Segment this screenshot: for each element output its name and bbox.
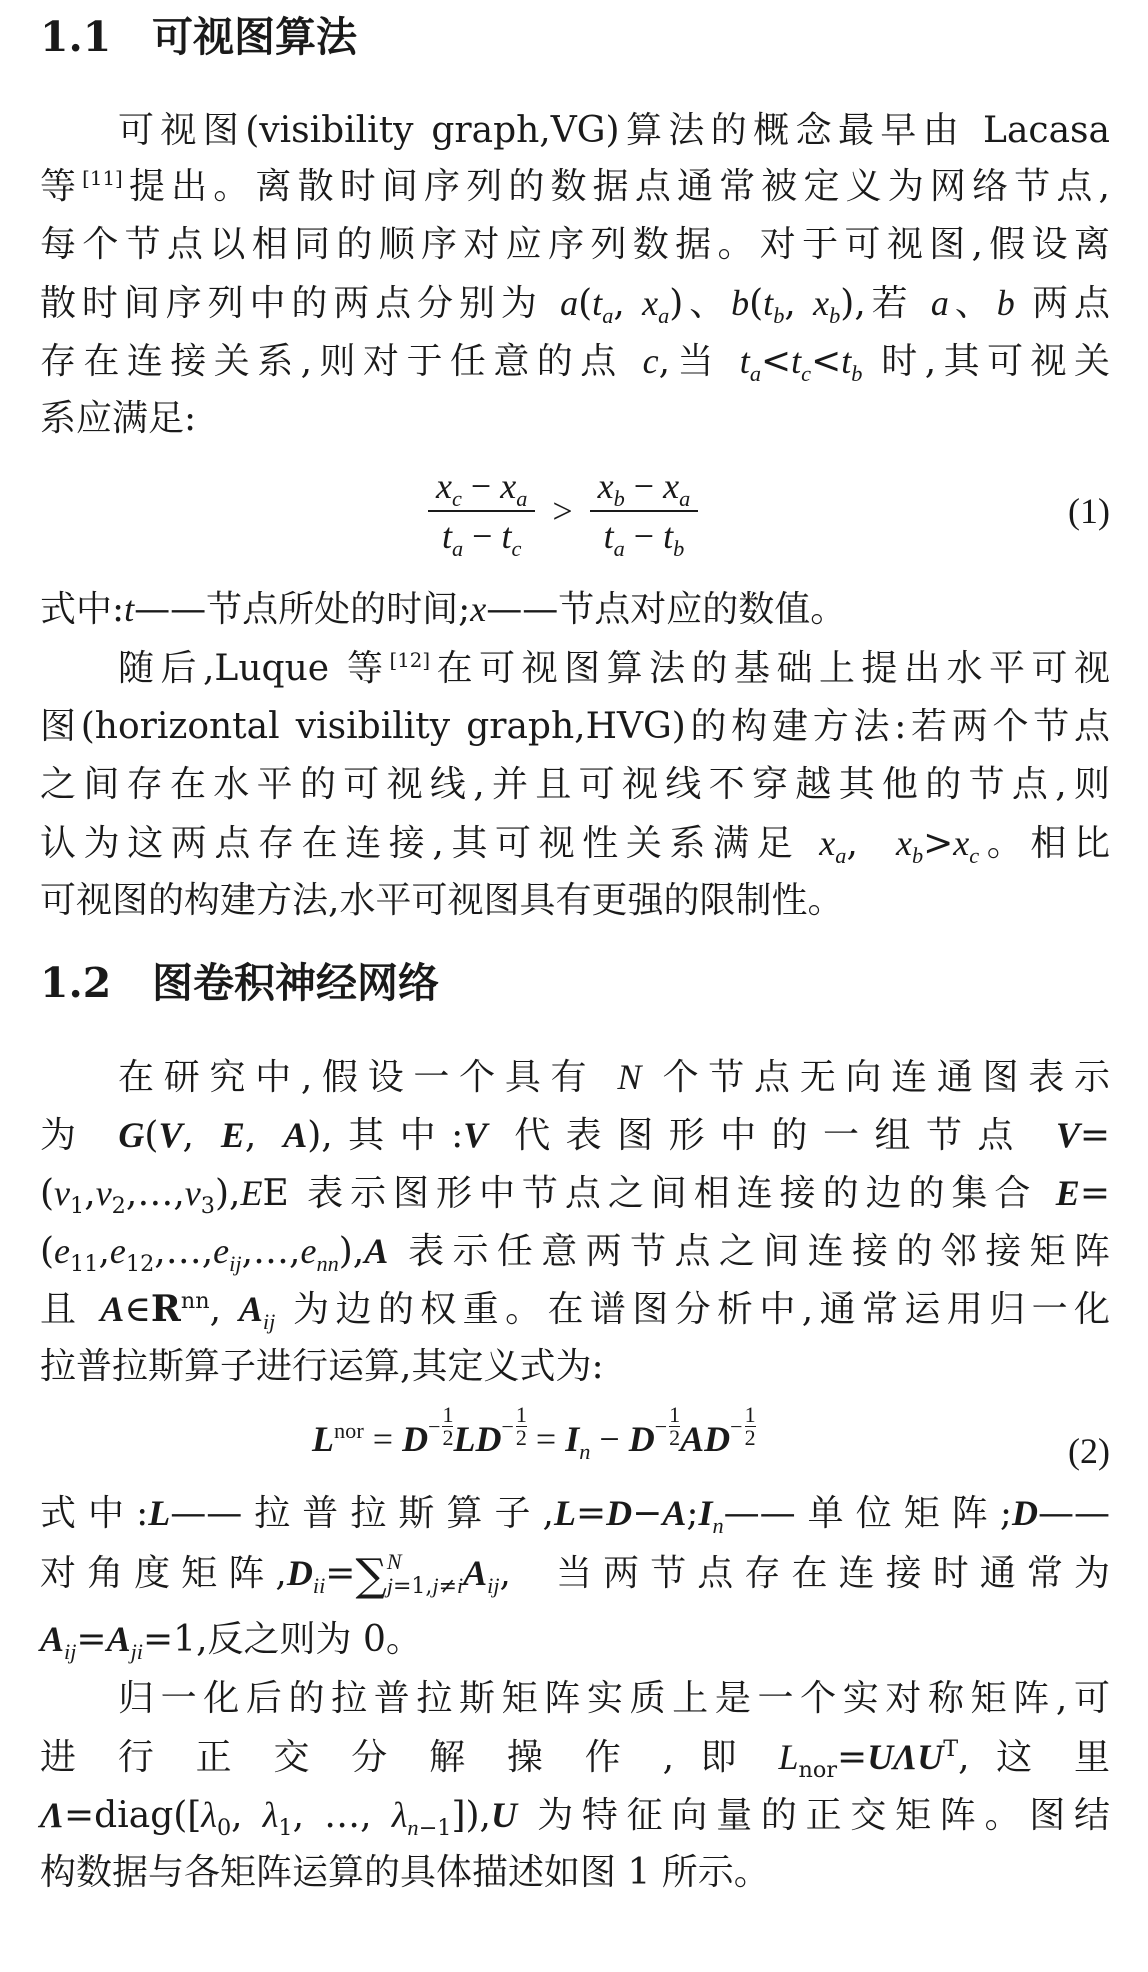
text-run: ,其中: [321, 1115, 464, 1156]
text-run: 在研究中,假设一个具有 [118, 1057, 597, 1098]
where-clause-2-line-1: 式中:L——拉普拉斯算子$,L=D-A;I_n——$单位矩阵;D—— [40, 1493, 1110, 1539]
text-run: 式中: [40, 1493, 149, 1534]
text-run: ——单位矩阵; [723, 1493, 1012, 1534]
text-run: 这 里 [996, 1737, 1110, 1778]
text-run: 可视图的构建方法,水平可视图具有更强的限制性。 [40, 880, 844, 921]
text-run: 等 [40, 166, 83, 207]
paragraph-4-line-3: $\Lambda=diag([\lambda_0$, $\lambda_1$, …, $\lambda_{n-1}]),U$ 为特征向量的正交矩阵。图结 [40, 1795, 1110, 1842]
paragraph-2-line-3 [40, 762, 1110, 808]
text-run: ,反之则为 0。 [196, 1619, 422, 1660]
paragraph-3-line-1: 在研究中,假设一个具有 N 个节点无向连通图表示 [118, 1057, 1110, 1098]
text-run: ——节点所处的时间; [134, 589, 471, 630]
text-run: 系应满足: [40, 398, 197, 439]
text-run: ——拉普拉斯算子, [170, 1493, 554, 1534]
section-title: 图卷积神经网络 [152, 959, 439, 1007]
text-run: 当两节点存在连接时通常为 [556, 1553, 1110, 1594]
text-run: 之间存在水平的可视线,并且可视线不穿越其他的节点,则 [40, 764, 1110, 805]
text-run: 表示任意两节点之间连接的邻接矩阵 [408, 1231, 1110, 1272]
citation-ref: [12] [389, 649, 431, 672]
paragraph-3-line-3: $(v_1,v_2,\dots,v_3),EE$ 表示图形中节点之间相连接的边的集合 E= [40, 1173, 1110, 1220]
text-run: 进 行 正 交 分 解 操 作 , 即 [40, 1737, 752, 1778]
fraction-right: $\frac{x_b - x_a}{t_a - t_b}$ [590, 462, 699, 560]
paragraph-4-line-1 [118, 1676, 1110, 1722]
text-run: ——节点对应的数值。 [486, 589, 847, 630]
equation-number-2: (2) [1068, 1431, 1110, 1471]
text-run: 归一化后的拉普拉斯矩阵实质上是一个实对称矩阵,可 [118, 1678, 1110, 1719]
text-run: 构数据与各矩阵运算的具体描述如图 1 所示。 [40, 1852, 770, 1893]
text-run: 且 [40, 1289, 83, 1330]
math-point-a: a [560, 283, 579, 323]
paragraph-2-line-5 [40, 878, 1110, 924]
text-run: 为 [40, 1115, 92, 1156]
text-run: 两点 [1032, 283, 1110, 324]
paragraph-4-line-2: 进 行 正 交 分 解 操 作 , 即 $L_{nor}=U\Lambda U^T$, 这 里 [40, 1736, 1110, 1784]
text-run: 在可视图算法的基础上提出水平可视 [430, 648, 1110, 689]
where-clause-2-line-3: $A_{ij}=A_{ji}=1$,反之则为 0。 [40, 1619, 422, 1665]
text-run: 时,其可视关 [881, 341, 1110, 382]
text-run: 为特征向量的正交矩阵。图结 [537, 1795, 1110, 1836]
paragraph-1-line-3 [40, 222, 1110, 268]
text-run: ,若 [854, 283, 914, 324]
text-run: 随后,Luque 等 [118, 648, 390, 689]
equation-1: $\frac{x_c - x_a}{t_a - t_c}$ > $\frac{x_b - x_a}{t_a - t_b}$ [420, 462, 706, 560]
paragraph-4-line-4 [40, 1850, 1110, 1896]
text-run: 对角度矩阵, [40, 1553, 287, 1594]
section-number: 1.2 [40, 959, 112, 1007]
paragraph-2-line-2 [40, 704, 1110, 750]
text-run: 提出。离散时间序列的数据点通常被定义为网络节点, [122, 166, 1110, 207]
paragraph-2-line-4: 认为这两点存在连接,其可视性关系满足 $x_a$, $x_b>x_c$。相比 [40, 823, 1110, 869]
paragraph-2-line-1 [118, 646, 1110, 692]
text-run: —— [1037, 1493, 1110, 1534]
paragraph-3-line-6 [40, 1344, 1110, 1390]
text-run: 拉普拉斯算子进行运算,其定义式为: [40, 1346, 604, 1387]
citation-ref: [11] [82, 167, 123, 190]
text-run: 个节点无向连通图表示 [662, 1057, 1110, 1098]
text-run: 存在连接关系,则对于任意的点 [40, 341, 624, 382]
text-run: 代表图形中的一组节点 [514, 1115, 1029, 1156]
paragraph-3-line-5: 且 $A\in R^{nn}$, $A_{ij}$ 为边的权重。在谱图分析中,通常运用归一化 [40, 1288, 1110, 1335]
text-run: 。相比 [979, 823, 1110, 864]
paragraph-1-line-4: 散时间序列中的两点分别为 $a(t_a$, $x_a$)、$b(t_b$, $x_b$),若 a、b 两点 [40, 283, 1110, 329]
text-run: 散时间序列中的两点分别为 [40, 283, 543, 324]
paragraph-1-line-2 [40, 164, 1110, 210]
text-run: 图(horizontal visibility graph,HVG)的构建方法:若两个节点 [40, 706, 1110, 747]
text-run: ,当 [658, 341, 721, 382]
paragraph-1-line-6 [40, 396, 1110, 442]
paragraph-3-line-4: $(e_{11},e_{12},\dots,e_{ij},\dots,e_{nn}),A$ 表示任意两节点之间连接的邻接矩阵 [40, 1231, 1110, 1278]
equation-2: $L^{nor} = D^-$ $\frac{1}{2}$ LD− $\frac{1}{2}$ = $I_n - D^-$ $\frac{1}{2}$ AD− $\frac{1}{2}$ [312, 1402, 756, 1465]
paragraph-1-line-1 [118, 108, 1110, 154]
math-point-b: b [731, 283, 750, 323]
paragraph-3-line-2: 为 G(V, E, A),其中:V 代表图形中的一组节点 V= [40, 1115, 1110, 1156]
text-run: 可视图(visibility graph,VG)算法的概念最早由 Lacasa [118, 110, 1110, 151]
where-clause-2-line-2: 对角度矩阵$,D_{ii}=\sum$ N j=1,j≠i $A_{ij}$, 当两节点存在连接时通常为 [40, 1548, 1110, 1601]
text-run: 式中: [40, 589, 125, 630]
equation-number-1: (1) [1068, 491, 1110, 531]
fraction-left: $\frac{x_c - x_a}{t_a - t_c}$ [428, 462, 535, 560]
section-heading-1-2 [40, 958, 439, 1008]
section-title: 可视图算法 [152, 13, 357, 61]
text-run: 表示图形中节点之间相连接的边的集合 [307, 1173, 1038, 1214]
text-run: 为边的权重。在谱图分析中,通常运用归一化 [293, 1289, 1110, 1330]
text-run: 每个节点以相同的顺序对应序列数据。对于可视图,假设离 [40, 224, 1110, 265]
text-run: 认为这两点存在连接,其可视性关系满足 [40, 823, 801, 864]
where-clause-1: 式中:t——节点所处的时间;x——节点对应的数值。 [40, 589, 847, 630]
section-heading-1-1 [40, 12, 357, 62]
paragraph-1-line-5: 存在连接关系,则对于任意的点 c,当 $t_a<t_c<t_b$ 时,其可视关 [40, 341, 1110, 387]
section-number: 1.1 [40, 13, 112, 61]
